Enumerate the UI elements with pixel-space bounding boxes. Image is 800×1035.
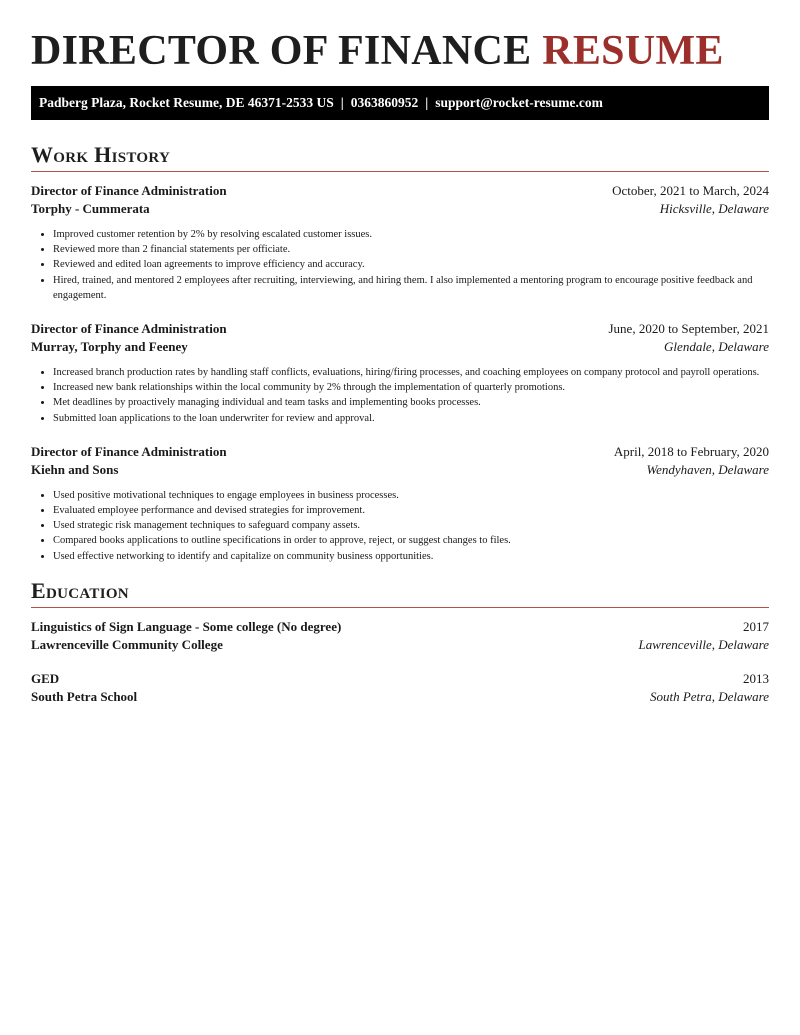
section-divider xyxy=(31,607,769,608)
job-entry xyxy=(31,182,769,303)
education-entry xyxy=(31,670,769,706)
resume-title xyxy=(31,28,769,74)
job-bullet: • Evaluated employee performance and devised strategies for improvement. xyxy=(53,503,769,518)
education-degree: Linguistics of Sign Language - Some college (No degree) xyxy=(31,618,342,634)
education-degree: GED xyxy=(31,670,60,686)
title-main: DIRECTOR OF FINANCE xyxy=(31,28,543,74)
job-company: Murray, Torphy and Feeney xyxy=(31,339,188,355)
job-bullet: • Used strategic risk management techniques to safeguard company assets. xyxy=(53,518,769,533)
job-company: Torphy - Cummerata xyxy=(31,201,150,216)
contact-separator: | xyxy=(425,95,429,110)
contact-separator: | xyxy=(340,95,344,110)
job-location: Wendyhaven, Delaware xyxy=(646,461,769,477)
job-dates: April, 2018 to February, 2020 xyxy=(613,443,769,459)
job-bullet: • Hired, trained, and mentored 2 employees after recruiting, interviewing, and hiring them. I also implemented a mentoring program to encourage positive feedback and engagement. xyxy=(53,273,769,303)
job-title: Director of Finance Administration xyxy=(31,443,227,459)
education-heading: Education xyxy=(31,577,129,603)
contact-address: Padberg Plaza, Rocket Resume, DE 46371-2533 US xyxy=(39,95,334,110)
contact-bar xyxy=(31,86,769,120)
job-entry xyxy=(31,443,769,564)
job-bullet: • Reviewed more than 2 financial statements per officiate. xyxy=(53,242,769,257)
job-bullet: • Improved customer retention by 2% by resolving escalated customer issues. xyxy=(53,227,769,242)
education-school: Lawrenceville Community College xyxy=(31,636,223,652)
job-bullet: • Met deadlines by proactively managing individual and team tasks and implementing books processes. xyxy=(53,395,769,410)
job-dates: October, 2021 to March, 2024 xyxy=(612,183,769,198)
title-accent: RESUME xyxy=(542,28,724,74)
job-location: Hicksville, Delaware xyxy=(659,201,769,216)
job-bullet: • Used positive motivational techniques to engage employees in business processes. xyxy=(53,488,769,503)
job-bullet: • Compared books applications to outline specifications in order to approve, reject, or suggest changes to files. xyxy=(53,533,769,548)
job-location: Glendale, Delaware xyxy=(664,339,769,355)
education-school: South Petra School xyxy=(31,688,138,704)
job-bullet: • Reviewed and edited loan agreements to improve efficiency and accuracy. xyxy=(53,257,769,272)
job-bullet: • Increased branch production rates by handling staff conflicts, evaluations, hiring/firing processes, and coaching employees on company protocol and payroll operations. xyxy=(53,365,769,380)
job-bullet: • Increased new bank relationships within the local community by 2% through the implementation of quarterly promotions. xyxy=(53,380,769,395)
contact-email[interactable]: support@rocket-resume.com xyxy=(435,95,603,110)
job-dates: June, 2020 to September, 2021 xyxy=(608,321,769,337)
job-entry xyxy=(31,320,769,426)
job-title: Director of Finance Administration xyxy=(31,183,227,198)
job-company: Kiehn and Sons xyxy=(31,461,119,477)
education-year: 2013 xyxy=(743,670,769,686)
section-divider xyxy=(31,171,769,172)
education-entry xyxy=(31,618,769,654)
job-bullets xyxy=(31,365,769,426)
education-location: South Petra, Delaware xyxy=(649,688,769,704)
job-bullet: • Submitted loan applications to the loan underwriter for review and approval. xyxy=(53,411,769,426)
job-title: Director of Finance Administration xyxy=(31,321,227,337)
contact-phone: 0363860952 xyxy=(350,95,419,110)
education-location: Lawrenceville, Delaware xyxy=(638,636,769,652)
education-year: 2017 xyxy=(743,618,769,634)
resume-page xyxy=(31,28,769,706)
work-history-heading: Work History xyxy=(31,142,171,167)
job-bullet: • Used effective networking to identify and capitalize on community business opportunities. xyxy=(53,549,769,564)
job-bullets xyxy=(31,488,769,564)
job-bullets xyxy=(31,227,769,303)
